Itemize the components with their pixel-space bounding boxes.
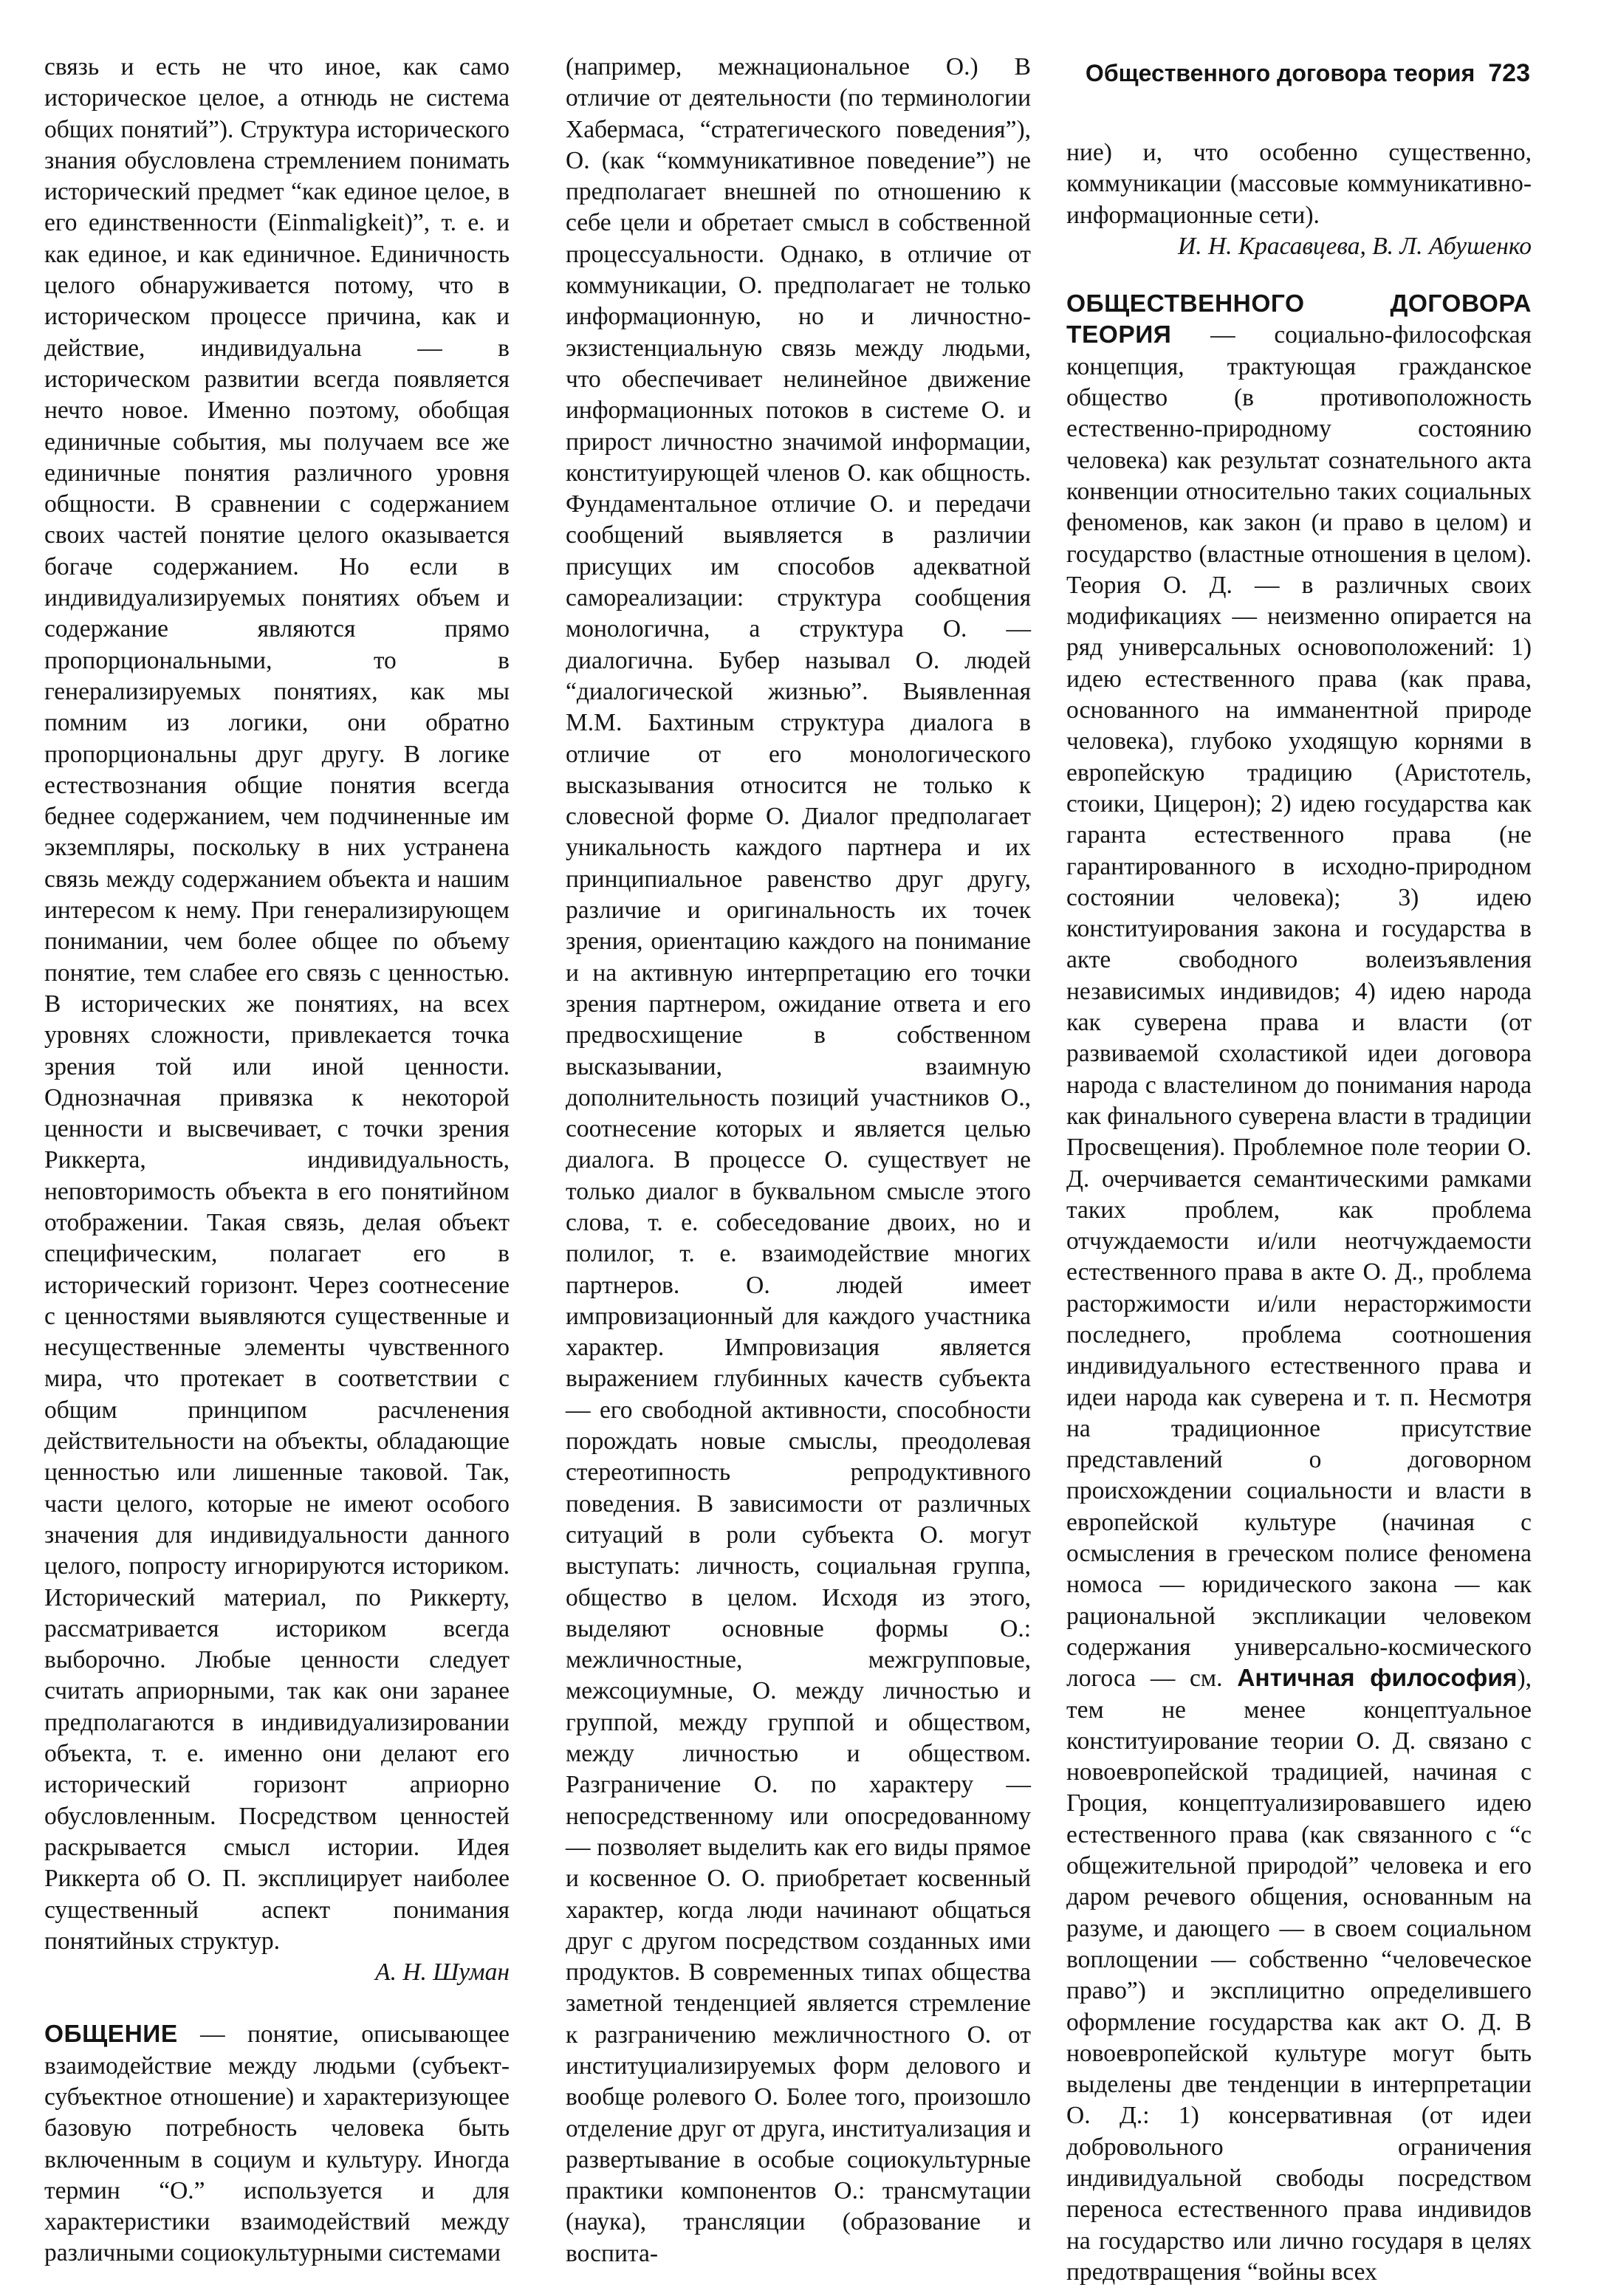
column-2-text: (например, межнациональное О.) В отличие от деятельности (по терминологии Хабермаса, “стратегического поведения”), О. (как “коммуникативное поведение”) не предполагает внешней по отношению к себе цели и обретает смысл в собственной процессуальности. Однако, в отличие от коммуникации, О. предполагает не только информационную, но и личностно-экзистенциальную связь между людьми, что обеспечивает нелинейное движение информационных потоков в системе О. и прирост личностно значимой информации, конституирующей членов О. как общность. Фундаментальное отличие О. и передачи сообщений выявляется в различии присущих им способов адекватной самореализации: структура сообщения монологична, а структура О. — диалогична. Бубер называл О. людей “диалогической жизнью”. Выявленная М.М. Бахтиным структура диалога в отличие от его монологического высказывания относится не только к словесной форме О. Диалог предполагает уникальность каждого партнера и их принципиальное равенство друг другу, различие и оригинальность их точек зрения, ориентацию каждого на понимание и на активную интерпретацию его точки зрения партнером, ожидание ответа и его предвосхищение в собственном высказывании, взаимную дополнительность позиций участников О., соотнесение которых и является целью диалога. В процессе О. существует не только диалог в буквальном смысле этого слова, т. е. собеседование двоих, но и полилог, т. е. взаимодействие многих партнеров. О. людей имеет импровизационный для каждого участника характер. Импровизация является выражением глубинных качеств субъекта — его свободной активности, способности порождать новые смыслы, преодолевая стереотипность репродуктивного поведения. В зависимости от различных ситуаций в роли субъекта О. могут выступать: личность, социальная группа, общество в целом. Исходя из этого, выделяют основные формы О.: межличностные, межгрупповые, межсоциумные, О. между личностью и группой, между группой и обществом, между личностью и обществом. Разграничение О. по характеру — непосредственному или опосредованному — позволяет выделить как его виды прямое и косвенное О. О. приобретает косвенный характер, когда люди начинают общаться друг с другом посредством созданных ими продуктов. В современных типах общества заметной тенденцией является стремление к разграничению межличностного О. от институциализируемых форм делового и вообще ролевого О. Более того, произошло отделение друг от друга, институализация и развертывание в особые социокультурные практики компонентов О.: трансмутации (наука), трансляции (образование и воспита- bbox=[566, 53, 1031, 2267]
column-1-continuation-text: связь и есть не что иное, как само историческое целое, а отнюдь не система общих понятий”). Структура исторического знания обусловлена стремлением понимать исторический предмет “как единое целое, в его единственности (Einmaligkeit)”, т. е. и как единое, и как единичное. Единичность целого обнаруживается потому, что в историческом процессе причина, как и действие, индивидуальна — в историческом развитии всегда появляется нечто новое. Именно поэтому, обобщая единичные события, мы получаем все же единичные понятия различного уровня общности. В сравнении с содержанием своих частей понятие целого оказывается богаче содержанием. Но если в индивидуализируемых понятиях объем и содержание являются прямо пропорциональными, то в генерализируемых понятиях, как мы помним из логики, они обратно пропорциональны друг другу. В логике естествознания общие понятия всегда беднее содержанием, чем подчиненные им экземпляры, поскольку в них устранена связь между содержанием объекта и нашим интересом к нему. При генерализирующем понимании, чем более общее по объему понятие, тем слабее его связь с ценностью. В исторических же понятиях, на всех уровнях сложности, привлекается точка зрения той или иной ценности. Однозначная привязка к некоторой ценности и высвечивает, с точки зрения Риккерта, индивидуальность, неповторимость объекта в его понятийном отображении. Такая связь, делая объект специфическим, полагает его в исторический горизонт. Через соотнесение с ценностями выявляются существенные и несущественные элементы чувственного мира, что протекает в соответствии с общим принципом расчленения действительности на объекты, обладающие ценностью или лишенные таковой. Так, части целого, которые не имеют особого значения для индивидуальности данного целого, попросту игнорируются историком. Исторический материал, по Риккерту, рассматривается историком всегда выборочно. Любые ценности следует считать априорными, так как они заранее предполагаются в индивидуализировании объекта, т. е. именно они делают его исторический горизонт априорно обусловленным. Посредством ценностей раскрывается смысл истории. Идея Риккерта об О. П. эксплицирует наиболее существенный аспект понимания понятийных структур. bbox=[44, 53, 510, 1955]
cross-reference-antique-philosophy[interactable]: Античная философия bbox=[1237, 1665, 1518, 1693]
entry-social-contract bbox=[1066, 289, 1532, 2288]
page-number: 723 bbox=[1488, 59, 1530, 87]
column-1 bbox=[44, 52, 510, 2269]
entry-term-obshchenie: ОБЩЕНИЕ bbox=[44, 2021, 178, 2049]
running-head bbox=[1066, 59, 1530, 88]
entry-text-social-contract-part-2: ), тем не менее концептуальное конституирование теории О. Д. связано с новоевропейской традицией, начиная с Гроция, концептуализировавшего идею естественного права (как связанного с “с общежительной природой” человека и его даром речевого общения, основанным на разуме, и дающего — в своем социальном воплощении — собственно “человеческое право”) и эксплицитно определившего оформление государства как акт О. Д. В новоевропейской культуре могут быть выделены две тенденции в интерпретации О. Д.: 1) консервативная (от идеи добровольного ограничения индивидуальной свободы посредством переноса естественного права индивидов на государство или лично государя в целях предотвращения “войны всех bbox=[1066, 1665, 1532, 2286]
running-head-title: Общественного договора теория bbox=[1085, 60, 1475, 86]
column-3 bbox=[1066, 137, 1532, 2288]
column-3-continuation-text: ние) и, что особенно существенно, коммуникации (массовые коммуникативно-информационные сети). bbox=[1066, 139, 1532, 229]
article-spacer bbox=[44, 1988, 510, 2019]
entry-text-social-contract-part-1: — социально-философская концепция, трактующая гражданское общество (в противоположность естественно-природному состоянию человека) как результат сознательного акта конвенции относительно таких социальных феноменов, как закон (и право в целом) и государство (властные отношения в целом). Теория О. Д. — в различных своих модификациях — неизменно опирается на ряд универсальных основоположений: 1) идею естественного права (как права, основанного на имманентной природе человека), глубоко уходящую корнями в европейскую традицию (Аристотель, стоики, Цицерон); 2) идею государства как гаранта естественного права (не гарантированного в исходно-природном состоянии человека); 3) идею конституирования закона и государства в акте свободного волеизъявления независимых индивидов; 4) идею народа как суверена права и власти (от развиваемой схоластикой идеи договора народа с властелином до понимания народа как финального суверена власти в традиции Просвещения). Проблемное поле теории О. Д. очерчивается семантическими рамками таких проблем, как проблема отчуждаемости и/или неотчуждаемости естественного права в акте О. Д., проблема расторжимости и/или нерасторжимости последнего, проблема соотношения индивидуального естественного права и идеи народа как суверена и т. п. Несмотря на традиционное присутствие представлений о договорном происхождении социальности и власти в европейской культуре (начиная с осмысления в греческом полисе феномена номоса — юридического закона — как рациональной экспликации человеком содержания универсально-космического логоса — см. bbox=[1066, 321, 1532, 1693]
article-author-signature: И. Н. Красавцева, В. Л. Абушенко bbox=[1178, 232, 1532, 260]
article-author-signature: А. Н. Шуман bbox=[375, 1959, 510, 1987]
entry-term-social-contract: ОБЩЕСТВЕННОГО ДОГОВОРА ТЕОРИЯ bbox=[1066, 290, 1532, 349]
entry-obshchenie bbox=[44, 2019, 510, 2269]
column-2 bbox=[566, 52, 1031, 2269]
entry-text-obshchenie: — понятие, описывающее взаимодействие между людьми (субъект-субъектное отношение) и характеризующее базовую потребность человека быть включенным в социум и культуру. Иногда термин “О.” используется и для характеристики взаимодействий между различными социокультурными системами bbox=[44, 2021, 510, 2267]
article-spacer bbox=[1066, 262, 1532, 289]
